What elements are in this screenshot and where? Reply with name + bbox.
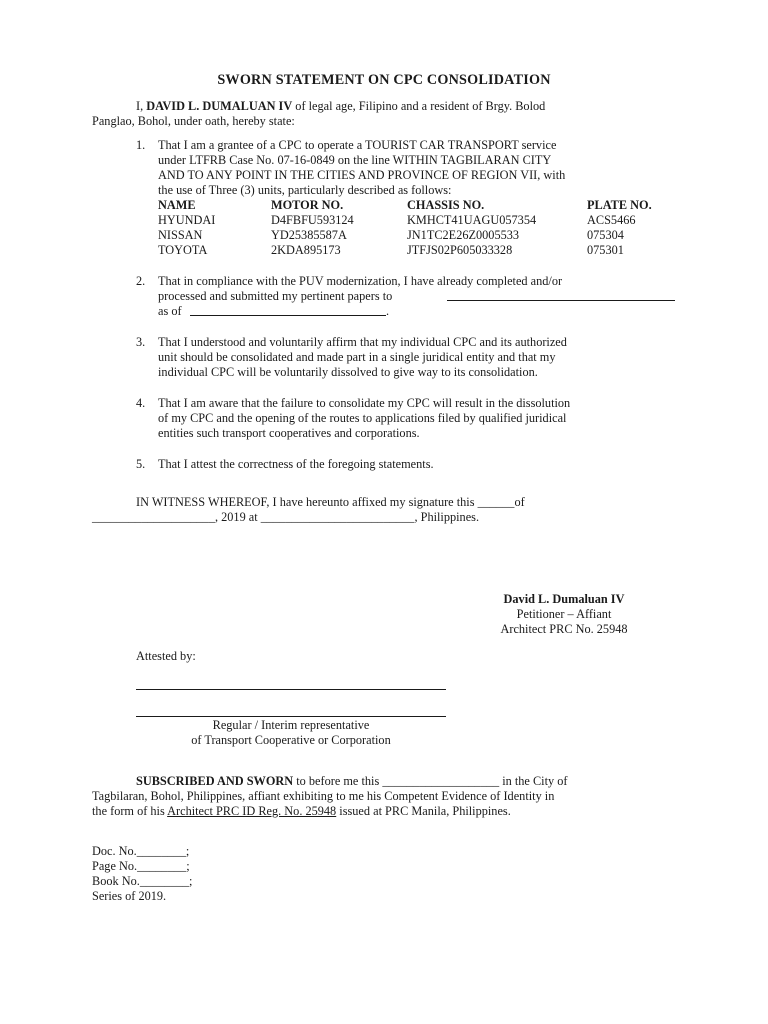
attestor-signature-line-2 xyxy=(136,716,446,717)
blank-line-submitted-to xyxy=(447,300,675,301)
item-text-line: That I attest the correctness of the foregoing statements. xyxy=(158,457,434,471)
attestor-caption: Regular / Interim representative of Transport Cooperative or Corporation xyxy=(191,718,391,747)
plate-no: ACS5466 xyxy=(587,213,636,227)
jurat-line-1: SUBSCRIBED AND SWORN to before me this ___________________ in the City of xyxy=(136,774,568,788)
intro-line-2: Panglao, Bohol, under oath, hereby state: xyxy=(92,114,295,128)
series-year: Series of 2019. xyxy=(92,889,167,903)
affiant-name-inline: DAVID L. DUMALUAN IV xyxy=(146,99,293,113)
attestor-signature-line-1 xyxy=(136,689,446,690)
col-header-chassis: CHASSIS NO. xyxy=(407,198,485,212)
signatory-license: Architect PRC No. 25948 xyxy=(500,622,628,636)
item-number: 3. xyxy=(136,335,146,349)
signatory-role: Petitioner – Affiant xyxy=(516,607,612,621)
intro-prefix: I, xyxy=(136,99,147,113)
chassis-no: KMHCT41UAGU057354 xyxy=(407,213,537,227)
item-text-line: of my CPC and the opening of the routes to applications filed by qualified juridical xyxy=(158,411,567,425)
blank-line-as-of xyxy=(190,315,386,316)
item-text-line: That I understood and voluntarily affirm that my individual CPC and its authorized xyxy=(158,335,567,349)
vehicle-name: TOYOTA xyxy=(158,243,208,257)
witness-line-2: ____________________, 2019 at _________________________, Philippines. xyxy=(92,510,480,524)
item-text-line: individual CPC will be voluntarily dissolved to give way to its consolidation. xyxy=(158,365,538,379)
item-number: 1. xyxy=(136,138,146,152)
plate-no: 075304 xyxy=(587,228,624,242)
document-title: SWORN STATEMENT ON CPC CONSOLIDATION xyxy=(217,72,551,88)
signatory-name: David L. Dumaluan IV xyxy=(503,592,625,606)
col-header-plate: PLATE NO. xyxy=(587,198,652,212)
intro-line-1 xyxy=(136,99,545,114)
place-blank: _________________________ xyxy=(260,510,415,524)
chassis-no: JN1TC2E26Z0005533 xyxy=(407,228,520,242)
vehicle-name: NISSAN xyxy=(158,228,203,242)
intro-rest: of legal age, Filipino and a resident of Brgy. Bolod xyxy=(292,99,546,113)
item-text-line: AND TO ANY POINT IN THE CITIES AND PROVINCE OF REGION VII, with xyxy=(158,168,566,182)
item-text-line: That I am aware that the failure to consolidate my CPC will result in the dissolution xyxy=(158,396,571,410)
doc-no: Doc. No.________; xyxy=(92,844,190,858)
item-text-line: entities such transport cooperatives and corporations. xyxy=(158,426,420,440)
col-header-name: NAME xyxy=(158,198,196,212)
item-text-line: under LTFRB Case No. 07-16-0849 on the line WITHIN TAGBILARAN CITY xyxy=(158,153,552,167)
item-text-line: That in compliance with the PUV modernization, I have already completed and/or xyxy=(158,274,563,288)
chassis-no: JTFJS02P605033328 xyxy=(407,243,513,257)
document-page: SWORN STATEMENT ON CPC CONSOLIDATION I, DAVID L. DUMALUAN IV of legal age, Filipino and a resident of Brgy. Bolod Panglao, Bohol, under oath, hereby state: 1. That I am a grantee of a CPC to operate a TOURIST CAR TRANSPORT service under LTFRB Case No. 07-16-0849 on the line WITHIN TAGBILARAN CITY AND TO ANY POINT IN THE CITIES AND PROVINCE OF REGION VII, with the use of Three (3) units, particularly described as follows: NAME MOTOR NO. CHASSIS NO. PLATE NO. HYUNDAI D4FBFU593124 KMHCT41UAGU057354 ACS5466 NISSAN YD25385587A JN1TC2E26Z0005533 075304 TOYOTA 2KDA895173 JTFJS02P605033328 075301 2. That in compliance with the PUV modernization, I have already completed and/or processed and submitted my pertinent papers to as of . 3. That I understood and voluntarily affirm that my individual CPC and its authorized unit should be consolidated and made part in a single juridical entity and that my individual CPC will be voluntarily dissolved to give way to its consolidation. 4. That I am aware that the failure to consolidate my CPC will result in the dissolution of my CPC and the opening of the routes to applications filed by qualified juridical entities such transport cooperatives and corporations. 5. That I attest the correctness of the foregoing statements. IN WITNESS WHEREOF, I have hereunto affixed my signature this ______of ____________________, 2019 at _________________________, Philippines. David L. Dumaluan IV Petitioner – Affiant Architect PRC No. 25948 Attested by: Regular / Interim representative of Transport Cooperative or Corporation SUBSCRIBED AND SWORN to before me this ___________________ in the City of Tagbilaran, Bohol, Philippines, affiant exhibiting to me his Competent Evidence of Identity in the form of his Architect PRC ID Reg. No. 25948 issued at PRC Manila, Philippines. Doc. No.________; Page No.________; Book No.________; Series of 2019. xyxy=(0,0,768,1024)
attested-label: Attested by: xyxy=(136,649,196,663)
book-no: Book No.________; xyxy=(92,874,193,888)
vehicle-table xyxy=(158,198,652,258)
table-row xyxy=(158,213,652,228)
vehicle-table-header xyxy=(158,198,652,213)
jurat-line-3: the form of his Architect PRC ID Reg. No. 25948 issued at PRC Manila, Philippines. xyxy=(92,804,511,818)
page-no: Page No.________; xyxy=(92,859,190,873)
month-blank: ____________________ xyxy=(92,510,215,524)
item-text-line: That I am a grantee of a CPC to operate a TOURIST CAR TRANSPORT service xyxy=(158,138,557,152)
item-number: 2. xyxy=(136,274,146,288)
motor-no: YD25385587A xyxy=(271,228,347,242)
plate-no: 075301 xyxy=(587,243,624,257)
table-row xyxy=(158,228,652,243)
motor-no: 2KDA895173 xyxy=(271,243,341,257)
vehicle-name: HYUNDAI xyxy=(158,213,216,227)
motor-no: D4FBFU593124 xyxy=(271,213,354,227)
prc-id-reference: Architect PRC ID Reg. No. 25948 xyxy=(167,804,337,818)
item-text-line: as of xyxy=(158,304,182,318)
day-blank: ______ xyxy=(477,495,515,509)
item-text-line: the use of Three (3) units, particularly described as follows: xyxy=(158,183,452,197)
item-number: 4. xyxy=(136,396,146,410)
item-text-line: processed and submitted my pertinent papers to xyxy=(158,289,393,303)
col-header-motor: MOTOR NO. xyxy=(271,198,344,212)
jurat-line-2: Tagbilaran, Bohol, Philippines, affiant exhibiting to me his Competent Evidence of Identity in xyxy=(92,789,555,803)
item-text-line: unit should be consolidated and made part in a single juridical entity and that my xyxy=(158,350,556,364)
item-number: 5. xyxy=(136,457,146,471)
notarial-register xyxy=(92,844,192,904)
witness-line-1: IN WITNESS WHEREOF, I have hereunto affixed my signature this ______of xyxy=(136,495,525,509)
table-row xyxy=(158,243,652,258)
signatory-block xyxy=(448,592,680,637)
jurat-date-blank: ___________________ xyxy=(382,774,500,788)
